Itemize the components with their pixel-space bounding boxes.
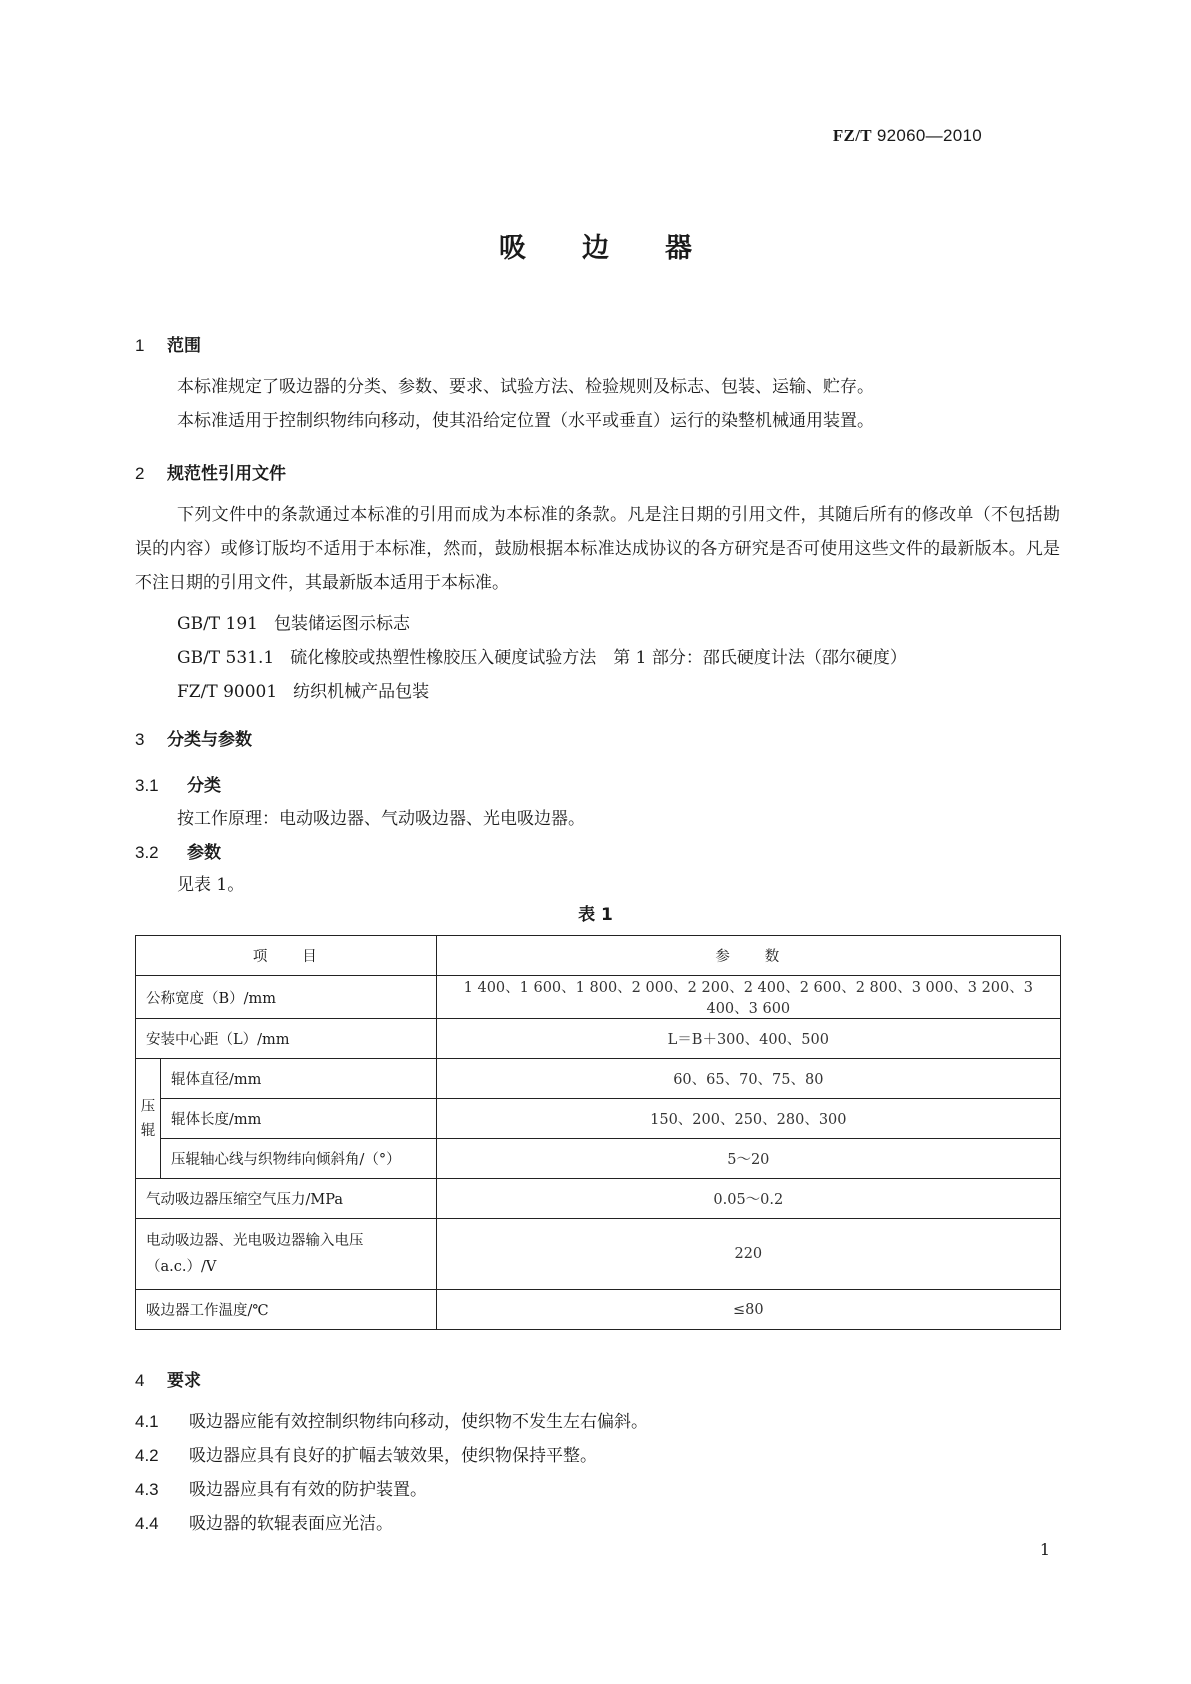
section-4-heading: 4 要求 (135, 1371, 201, 1391)
cell-label: 安装中心距（L）/mm (136, 1019, 437, 1059)
cell-label: 气动吸边器压缩空气压力/MPa (136, 1179, 437, 1219)
standard-code: FZ/T 92060—2010 (832, 126, 982, 145)
cell-value: 0.05～0.2 (436, 1179, 1060, 1219)
section-2-heading: 2 规范性引用文件 (135, 464, 286, 484)
table-caption: 表 1 (578, 905, 613, 925)
table-row (136, 1099, 1061, 1139)
cell-value: 150、200、250、280、300 (436, 1099, 1060, 1139)
cell-label: 公称宽度（B）/mm (136, 976, 437, 1019)
section-3-1-text: 按工作原理：电动吸边器、气动吸边器、光电吸边器。 (177, 809, 585, 829)
parameter-table (135, 935, 1061, 1330)
requirement-item: 4.4 吸边器的软辊表面应光洁。 (135, 1514, 393, 1534)
section-2-paragraph: 下列文件中的条款通过本标准的引用而成为本标准的条款。凡是注日期的引用文件，其随后所有的修改单（不包括勘误的内容）或修订版均不适用于本标准，然而，鼓励根据本标准达成协议的各方研究是否可使用这些文件的最新版本。凡是不注日期的引用文件，其最新版本适用于本标准。 (135, 505, 1060, 593)
section-3-heading: 3 分类与参数 (135, 730, 252, 750)
header-param: 参 数 (436, 936, 1060, 976)
cell-value: 60、65、70、75、80 (436, 1059, 1060, 1099)
cell-label: 压辊轴心线与织物纬向倾斜角/（°） (161, 1139, 437, 1179)
section-1-paragraph-1: 本标准规定了吸边器的分类、参数、要求、试验方法、检验规则及标志、包装、运输、贮存。 (177, 377, 874, 397)
requirement-item: 4.3 吸边器应具有有效的防护装置。 (135, 1480, 427, 1500)
cell-value: 220 (436, 1219, 1060, 1290)
header-item: 项 目 (136, 936, 437, 976)
reference-item: GB/T 191 包装储运图示标志 (177, 614, 410, 634)
section-3-1-heading: 3.1 分类 (135, 776, 221, 796)
section-3-2-text: 见表 1。 (177, 875, 245, 895)
cell-value: 5～20 (436, 1139, 1060, 1179)
cell-label: 电动吸边器、光电吸边器输入电压（a.c.）/V (136, 1219, 437, 1290)
table-row (136, 1059, 1061, 1099)
table-row (136, 1019, 1061, 1059)
group-label: 压辊 (136, 1059, 161, 1179)
cell-label: 辊体长度/mm (161, 1099, 437, 1139)
cell-value: ≤80 (436, 1290, 1060, 1330)
cell-value: 1 400、1 600、1 800、2 000、2 200、2 400、2 600、2 800、3 000、3 200、3 400、3 600 (436, 976, 1060, 1019)
section-1-paragraph-2: 本标准适用于控制织物纬向移动，使其沿给定位置（水平或垂直）运行的染整机械通用装置。 (177, 411, 874, 431)
section-3-2-heading: 3.2 参数 (135, 843, 221, 863)
cell-label: 辊体直径/mm (161, 1059, 437, 1099)
reference-item: FZ/T 90001 纺织机械产品包装 (177, 682, 430, 702)
table-row (136, 1139, 1061, 1179)
section-1-heading: 1 范围 (135, 336, 201, 356)
table-header-row (136, 936, 1061, 976)
table-row (136, 1179, 1061, 1219)
table-row (136, 1290, 1061, 1330)
page-title: 吸 边 器 (499, 233, 692, 264)
cell-label: 吸边器工作温度/℃ (136, 1290, 437, 1330)
reference-item: GB/T 531.1 硫化橡胶或热塑性橡胶压入硬度试验方法 第 1 部分：邵氏硬度计法（邵尔硬度） (177, 648, 907, 668)
cell-value: L＝B＋300、400、500 (436, 1019, 1060, 1059)
requirement-item: 4.2 吸边器应具有良好的扩幅去皱效果，使织物保持平整。 (135, 1446, 597, 1466)
table-row (136, 976, 1061, 1019)
table-row (136, 1219, 1061, 1290)
page-number: 1 (1039, 1540, 1050, 1559)
requirement-item: 4.1 吸边器应能有效控制织物纬向移动，使织物不发生左右偏斜。 (135, 1412, 648, 1432)
